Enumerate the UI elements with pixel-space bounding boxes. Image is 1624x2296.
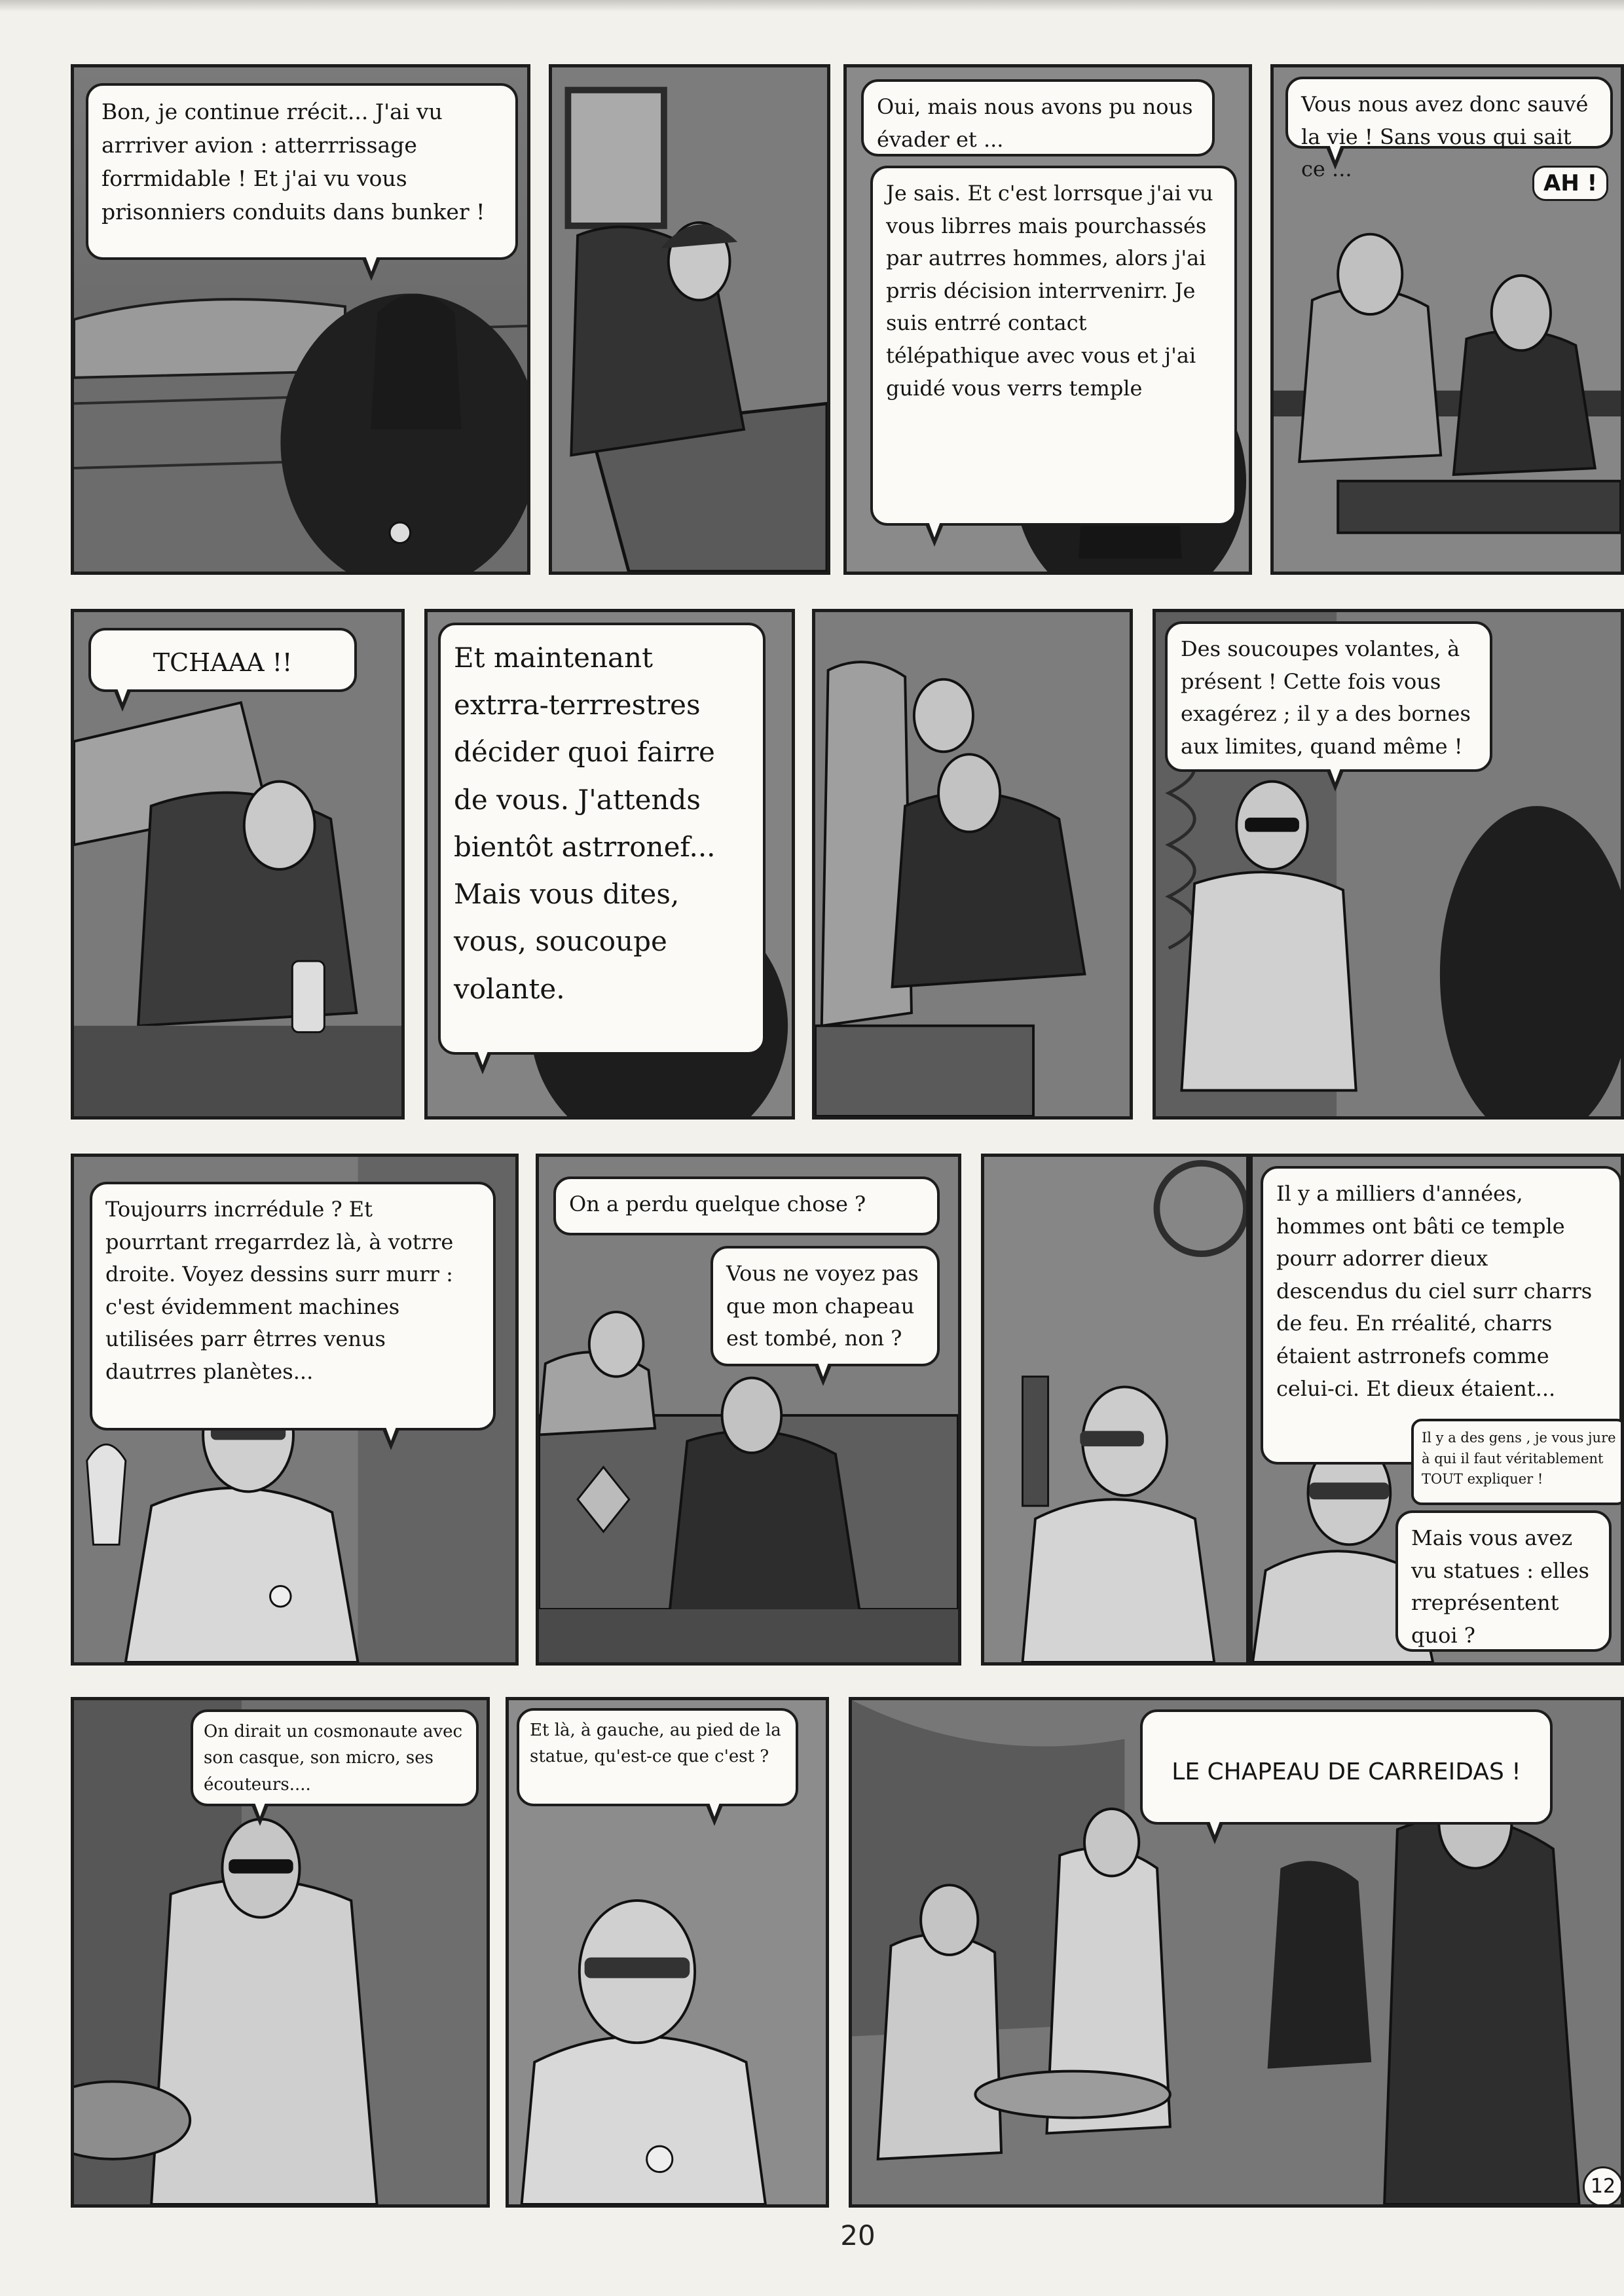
speech-bubble: Il y a milliers d'années, hommes ont bâti ce temple pourr adorrer dieux descendus du ciel surr charrs de feu. En rréalité, charrs étaient astrronefs comme celui-ci. Et dieux étaient...: [1261, 1166, 1622, 1465]
panel-1-3: [843, 64, 1252, 575]
panel-scene-man-at-table: [552, 67, 827, 572]
speech-bubble: LE CHAPEAU DE CARREIDAS !: [1140, 1709, 1553, 1825]
page-top-shade: [0, 0, 1624, 12]
speech-bubble-small: Il y a des gens , je vous jure à qui il faut véritablement TOUT expliquer !: [1411, 1419, 1624, 1505]
bubble-tail: [113, 689, 132, 712]
bubble-tail: [814, 1364, 832, 1386]
panel-2-1: [71, 609, 405, 1120]
speech-bubble: Oui, mais nous avons pu nous évader et ...: [861, 79, 1215, 156]
bubble-tail: [362, 259, 380, 281]
speech-bubble: Des soucoupes volantes, à présent ! Cette fois vous exagérez ; il y a des bornes aux limites, quand même !: [1165, 621, 1492, 772]
panel-3-3: [981, 1154, 1249, 1666]
speech-bubble: Vous nous avez donc sauvé la vie ! Sans vous qui sait ce ...: [1285, 77, 1613, 149]
panel-2-4: [1153, 609, 1624, 1120]
panel-3-4: [1249, 1154, 1624, 1666]
speech-bubble: Et maintenant extrra-terrrestres décider quoi fairre de vous. J'attends bientôt astrronef... Mais vous dites, vous, soucoupe volante.: [438, 623, 766, 1055]
panel-2-2: [424, 609, 795, 1120]
bubble-tail: [251, 1804, 269, 1826]
panel-4-1: [71, 1697, 490, 2208]
speech-bubble: Mais vous avez vu statues : elles rreprésentent quoi ?: [1395, 1510, 1612, 1652]
panel-1-1: [71, 64, 530, 575]
panel-3-1: [71, 1154, 519, 1666]
bubble-tail: [473, 1052, 492, 1074]
panel-4-2: [506, 1697, 829, 2208]
speech-bubble: Toujourrs incrrédule ? Et pourrtant rregarrdez là, à votrre droite. Voyez dessins surr murr : c'est évidemment machines utilisées parr êtrres venus dautrres planètes...: [90, 1182, 496, 1430]
speech-bubble: Je sais. Et c'est lorrsque j'ai vu vous librres mais pourchassés par autrres hommes, alors j'ai prris décision interrvenirr. Je suis entrré contact télépathique avec vous et j'ai guidé vous verrs temple: [870, 166, 1237, 526]
bubble-tail: [925, 524, 944, 547]
bubble-tail: [1326, 147, 1344, 170]
panel-3-2: [536, 1154, 961, 1666]
speech-bubble: Et là, à gauche, au pied de la statue, qu'est-ce que c'est ?: [517, 1708, 798, 1806]
panel-2-3: [812, 609, 1133, 1120]
speech-bubble: Vous ne voyez pas que mon chapeau est tombé, non ?: [710, 1246, 940, 1366]
speech-bubble: Bon, je continue rrécit... J'ai vu arrriver avion : atterrrissage forrmidable ! Et j'ai vu vous prisonniers conduits dans bunker !: [86, 83, 518, 260]
panel-scene-woman-profile: [984, 1157, 1246, 1662]
bubble-tail: [382, 1428, 400, 1450]
speech-bubble: On a perdu quelque chose ?: [553, 1176, 940, 1235]
panel-4-3: [849, 1697, 1624, 2208]
page-badge: 12: [1583, 2166, 1623, 2207]
speech-bubble: TCHAAA !!: [88, 628, 357, 692]
panel-1-4: [1270, 64, 1624, 575]
panel-scene-man-on-chair: [815, 612, 1130, 1116]
panel-1-2: [549, 64, 830, 575]
sound-effect-ah: AH !: [1532, 166, 1608, 201]
bubble-tail: [1206, 1822, 1224, 1844]
bubble-tail: [705, 1804, 724, 1826]
page-number: 20: [840, 2219, 876, 2251]
speech-bubble: On dirait un cosmonaute avec son casque, son micro, ses écouteurs....: [191, 1709, 479, 1806]
bubble-tail: [1326, 769, 1344, 792]
